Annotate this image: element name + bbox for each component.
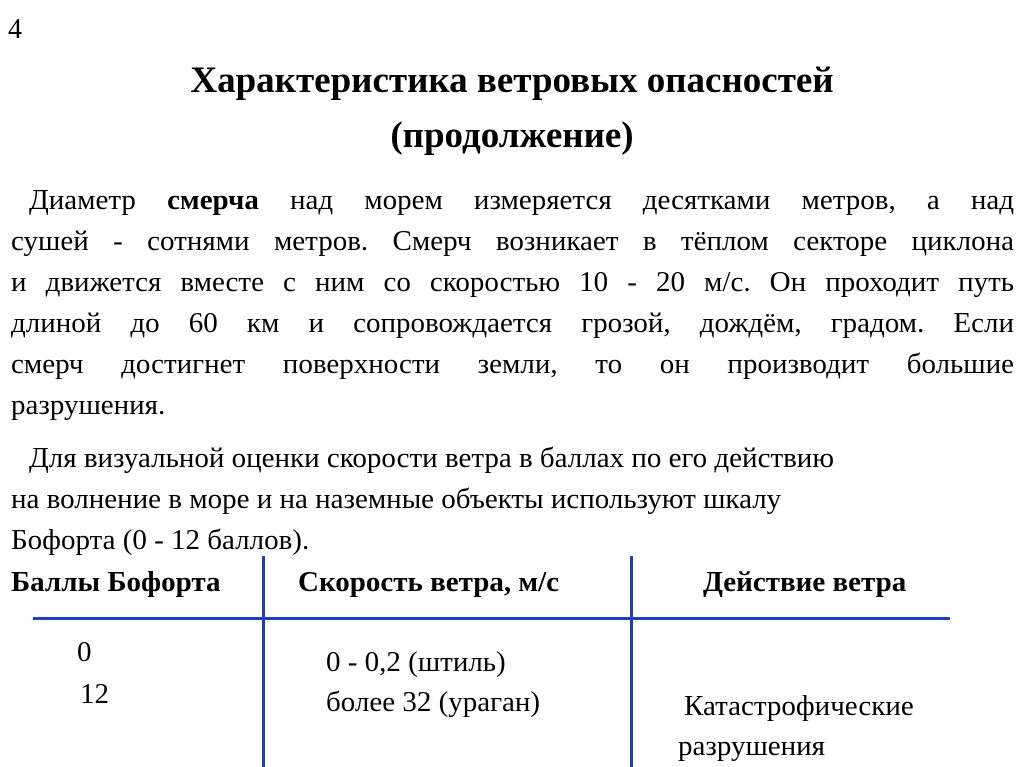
paragraph-line: Для визуальной оценки скорости ветра в баллах по его действию	[29, 442, 834, 474]
table-divider	[630, 556, 633, 767]
table-cell-effect: разрушения	[678, 730, 826, 762]
page-title-line-1: Характеристика ветровых опасностей	[190, 60, 834, 101]
beaufort-paragraph	[11, 438, 1014, 561]
table-header-rule	[33, 617, 950, 620]
table-cell-speed: 0 - 0,2 (штиль)	[326, 646, 506, 678]
table-header-score: Баллы Бофорта	[11, 566, 221, 598]
paragraph-line: на волнение в море и на наземные объекты используют шкалу	[11, 483, 782, 515]
table-cell-score: 0	[77, 636, 92, 668]
table-cell-speed: более 32 (ураган)	[326, 686, 541, 718]
table-cell-effect: Катастрофические	[684, 690, 914, 722]
slide-number: 4	[8, 14, 22, 45]
text-run: Диаметр	[29, 184, 168, 216]
paragraph-line: разрушения.	[11, 389, 166, 421]
paragraph-line: Бофорта (0 - 12 баллов).	[11, 524, 310, 556]
table-divider	[262, 556, 265, 767]
tornado-paragraph	[11, 180, 1014, 426]
paragraph-line: смерч достигнет поверхности земли, то он производит большие	[11, 348, 1014, 380]
table-cell-score: 12	[80, 678, 109, 710]
text-run: над морем измеряется десятками метров, а над	[258, 184, 1014, 216]
table-header-speed: Скорость ветра, м/с	[298, 566, 560, 598]
bold-term: смерча	[167, 184, 259, 216]
paragraph-line: и движется вместе с ним со скоростью 10 - 20 м/с. Он проходит путь	[11, 266, 1014, 298]
paragraph-line: сушей - сотнями метров. Смерч возникает в тёплом секторе циклона	[11, 225, 1014, 257]
table-header-effect: Действие ветра	[703, 566, 907, 598]
page-title-line-2: (продолжение)	[390, 115, 634, 156]
paragraph-line: длиной до 60 км и сопровождается грозой, дождём, градом. Если	[11, 307, 1014, 339]
paragraph-line	[11, 180, 1014, 221]
